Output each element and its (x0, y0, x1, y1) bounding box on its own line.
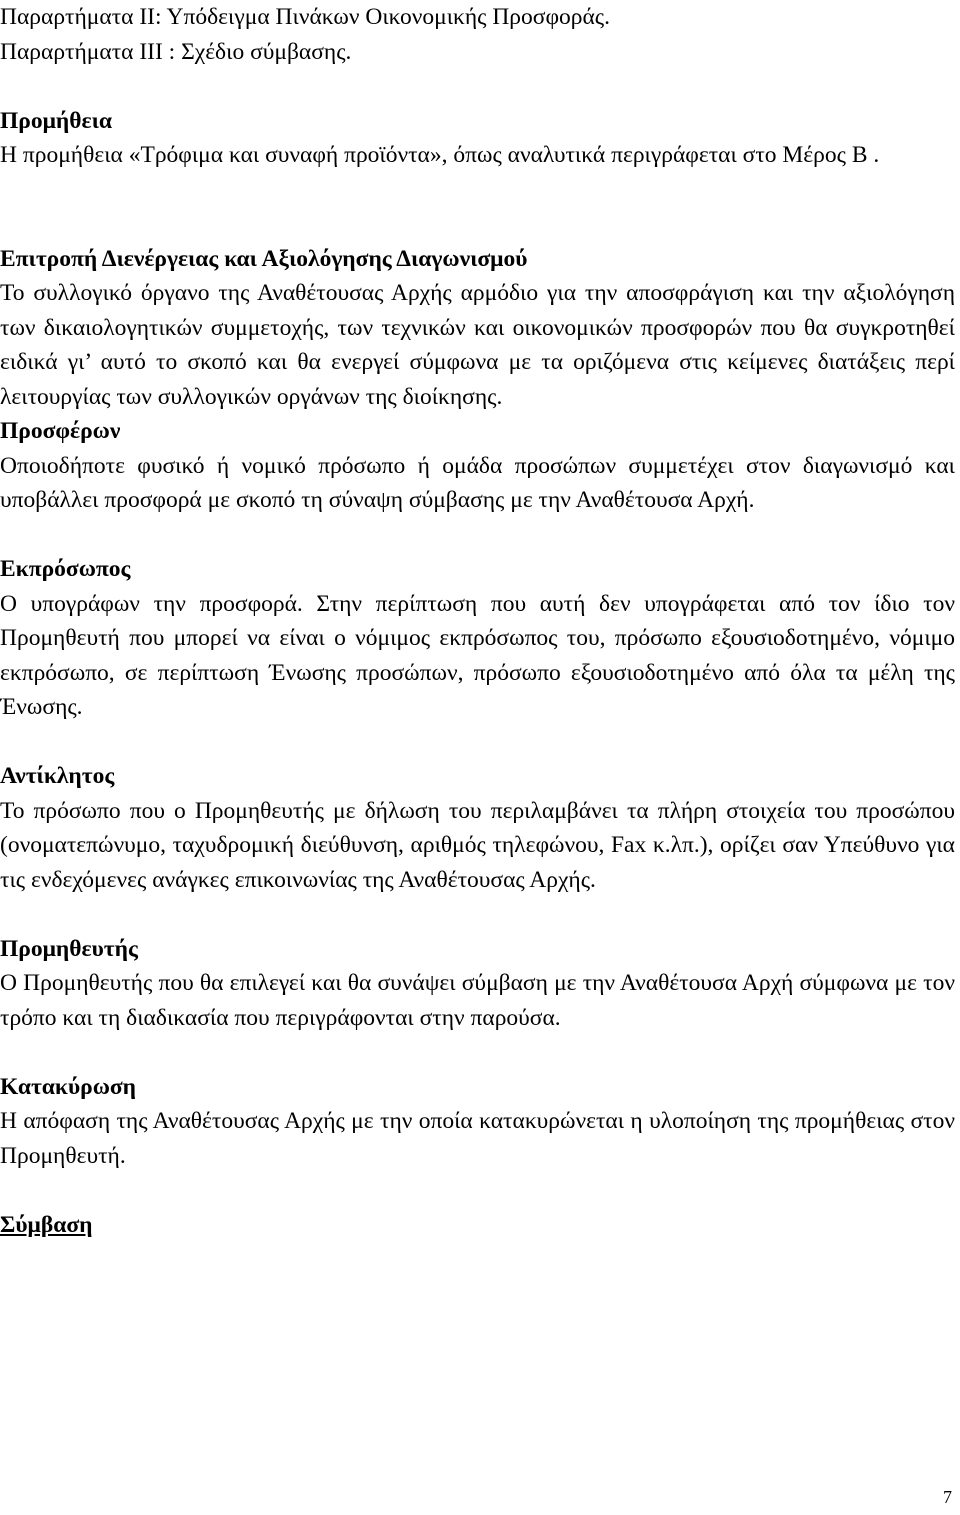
section-award (0, 1070, 955, 1174)
page-number: 7 (943, 1487, 952, 1507)
section-title: Προμηθευτής (0, 935, 138, 962)
section-title: Αντίκλητος (0, 763, 115, 789)
section-body: Η απόφαση της Αναθέτουσας Αρχής με την οποία κατακυρώνεται η υλοποίηση της προμήθειας στον Προμηθευτή. (0, 1108, 955, 1169)
section-committee (0, 242, 955, 415)
section-bidder (0, 414, 955, 518)
section-title: Προσφέρων (0, 418, 121, 444)
appendix-list (0, 0, 955, 69)
section-body: Ο υπογράφων την προσφορά. Στην περίπτωση που αυτή δεν υπογράφεται από τον ίδιο τον Προμηθευτή που μπορεί να είναι ο νόμιμος εκπρόσωπος του, πρόσωπο εξουσιοδοτημένο, νόμιμο εκπρόσωπο, σε περίπτωση Ένωσης προσώπων, πρόσωπο εξουσιοδοτημένο από όλα τα μέλη της Ένωσης. (0, 590, 955, 720)
section-body: Το πρόσωπο που ο Προμηθευτής με δήλωση του περιλαμβάνει τα πλήρη στοιχεία του προσώπου (ονοματεπώνυμο, ταχυδρομική διεύθυνση, αριθμός τηλεφώνου, Fax κ.λπ.), ορίζει σαν Υπεύθυνο για τις ενδεχόμενες ανάγκες επικοινωνίας της Αναθέτουσας Αρχής. (0, 797, 955, 893)
section-procurement (0, 104, 955, 173)
section-representative (0, 552, 955, 725)
section-title: Σύμβαση (0, 1211, 93, 1238)
section-body: Η προμήθεια «Τρόφιμα και συναφή προϊόντα», όπως αναλυτικά περιγράφεται στο Μέρος Β . (0, 142, 880, 168)
section-body: Ο Προμηθευτής που θα επιλεγεί και θα συνάψει σύμβαση με την Αναθέτουσα Αρχή σύμφωνα με τον τρόπο και τη διαδικασία που περιγράφονται στην παρούσα. (0, 970, 955, 1031)
section-title: Προμήθεια (0, 107, 112, 134)
section-supplier (0, 932, 955, 1036)
section-body: Οποιοδήποτε φυσικό ή νομικό πρόσωπο ή ομάδα προσώπων συμμετέχει στον διαγωνισμό και υποβάλλει προσφορά με σκοπό τη σύναψη σύμβασης με την Αναθέτουσα Αρχή. (0, 452, 955, 513)
section-body: Το συλλογικό όργανο της Αναθέτουσας Αρχής αρμόδιο για την αποσφράγιση και την αξιολόγηση των δικαιολογητικών συμμετοχής, των τεχνικών και οικονομικών προσφορών που θα συγκροτηθεί ειδικά γι’ αυτό το σκοπό και θα ενεργεί σύμφωνα με τα οριζόμενα στις κείμενες διατάξεις περί λειτουργίας των συλλογικών οργάνων της διοίκησης. (0, 280, 955, 410)
section-agent (0, 759, 955, 897)
section-title: Επιτροπή Διενέργειας και Αξιολόγησης Διαγωνισμού (0, 245, 528, 272)
appendix-line-2: Παραρτήματα ΙΙ: Υπόδειγμα Πινάκων Οικονομικής Προσφοράς. (0, 4, 610, 30)
section-title: Κατακύρωση (0, 1073, 137, 1100)
section-contract (0, 1208, 955, 1243)
appendix-line-3: Παραρτήματα ΙΙΙ : Σχέδιο σύμβασης. (0, 38, 352, 65)
section-title: Εκπρόσωπος (0, 556, 131, 582)
